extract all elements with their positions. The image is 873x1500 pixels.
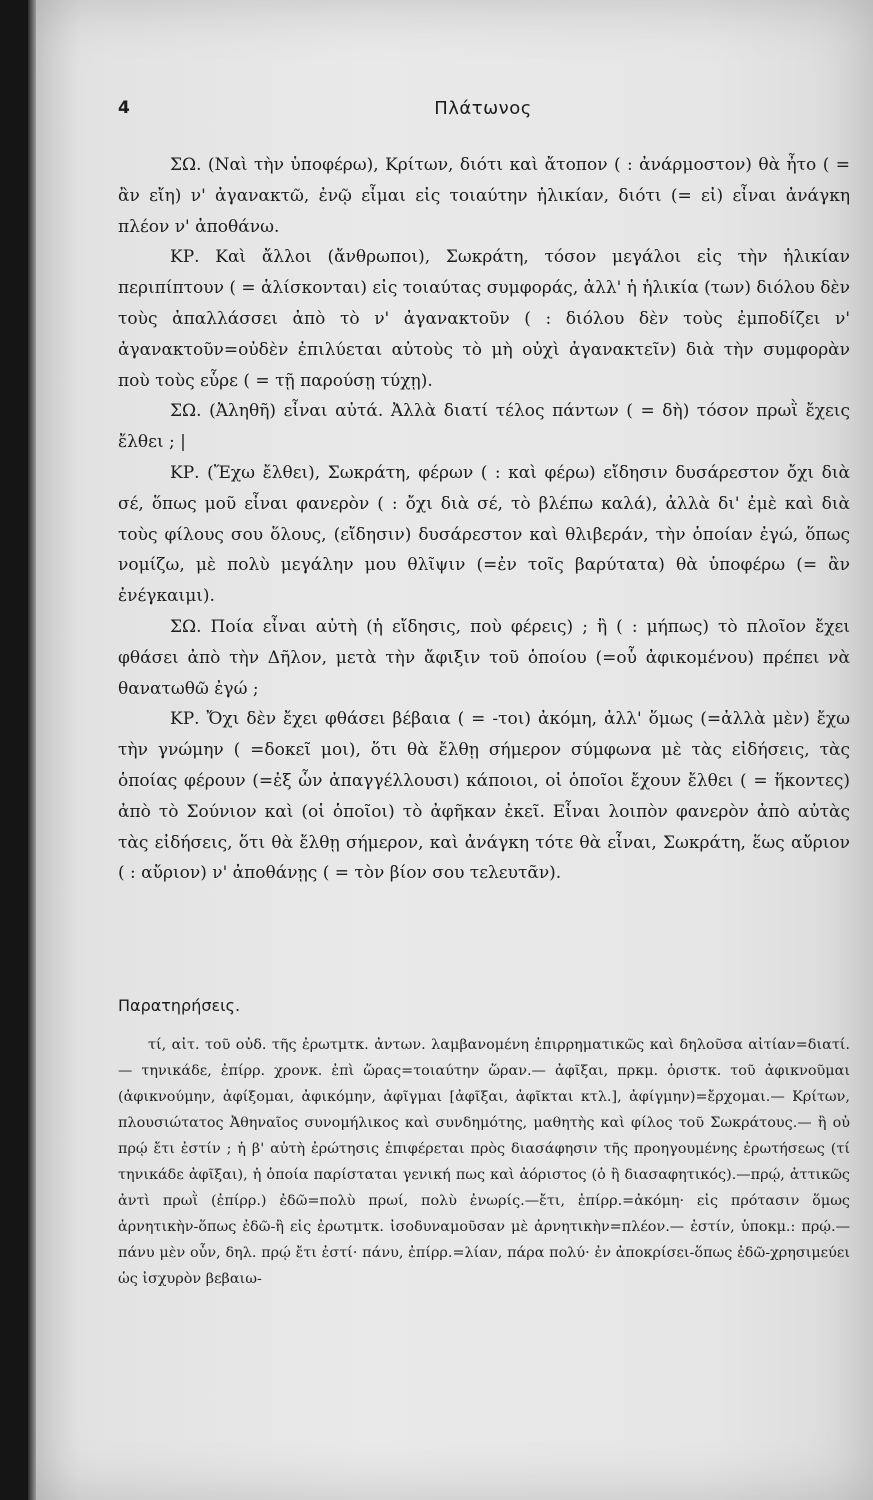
paragraph: ΣΩ. Ποία εἶναι αὐτὴ (ἡ εἴδησις, ποὺ φέρεις) ; ἢ ( : μήπως) τὸ πλοῖον ἔχει φθάσει ἀπὸ τὴν Δῆλον, μετὰ τὴν ἄφιξιν τοῦ ὁποίου (=οὗ ἀφικομένου) πρέπει νὰ θανατωθῶ ἐγώ ;	[118, 616, 850, 699]
paragraph: ΚΡ. (Ἔχω ἔλθει), Σωκράτη, φέρων ( : καὶ φέρω) εἴδησιν δυσάρεστον ὄχι διὰ σέ, ὅπως μοῦ εἶναι φανερὸν ( : ὄχι διὰ σέ, τὸ βλέπω καλά), ἀλλὰ δι' ἐμὲ καὶ διὰ τοὺς φίλους σου ὅλους, (εἴδησιν) δυσάρεστον καὶ θλιβεράν, τὴν ὁποίαν ἐγώ, ὅπως νομίζω, μὲ πολὺ μεγάλην μου θλῖψιν (=ἐν τοῖς βαρύτατα) θὰ ὑποφέρω (= ἂν ἐνέγκαιμι).	[118, 462, 850, 607]
paragraph: ΚΡ. Καὶ ἄλλοι (ἄνθρωποι), Σωκράτη, τόσον μεγάλοι εἰς τὴν ἡλικίαν περιπίπτουν ( = ἁλίσκονται) εἰς τοιαύτας συμφοράς, ἀλλ' ἡ ἡλικία (των) διόλου δὲν τοὺς ἀπαλλάσσει ἀπὸ τὸ ν' ἀγανακτοῦν ( : διόλου δὲν τοὺς ἐμποδίζει ν' ἀγανακτοῦν=οὐδὲν ἐπιλύεται αὐτοὺς τὸ μὴ οὐχὶ ἀγανακτεῖν) διὰ τὴν συμφορὰν ποὺ τοὺς εὗρε ( = τῇ παρούσῃ τύχῃ).	[118, 247, 850, 391]
page-number: 4	[118, 98, 130, 118]
paragraph: ΣΩ. (Ναὶ τὴν ὑποφέρω), Κρίτων, διότι καὶ ἄτοπον ( : ἀνάρμοστον) θὰ ἦτο ( = ἂν εἴη) ν' ἀγανακτῶ, ἐνῷ εἶμαι εἰς τοιαύτην ἡλικίαν, διότι (= εἰ) εἶναι ἀνάγκη πλέον ν' ἀποθάνω.	[118, 155, 850, 237]
page-left-edge	[28, 0, 36, 1500]
notes-text: τί, αἰτ. τοῦ οὐδ. τῆς ἐρωτμτκ. ἀντων. λαμβανομένη ἐπιρρηματικῶς καὶ δηλοῦσα αἰτίαν=διατί.— τηνικάδε, ἐπίρρ. χρονκ. ἐπὶ ὥρας=τοιαύτην ὥραν.— ἀφῖξαι, πρκμ. ὁριστκ. τοῦ ἀφικνοῦμαι (ἀφικνούμην, ἀφίξομαι, ἀφικόμην, ἀφῖγμαι [ἀφῖξαι, ἀφῖκται κτλ.], ἀφίγμην)=ἔρχομαι.— Κρίτων, πλουσιώτατος Ἀθηναῖος συνομήλικος καὶ συνδημότης, μαθητὴς καὶ φίλος τοῦ Σωκράτους.— ἢ οὐ πρῴ ἔτι ἐστίν ; ἡ β' αὐτὴ ἐρώτησις ἐπιφέρεται πρὸς διασάφησιν τῆς προηγουμένης ἐρωτήσεως (τί τηνικάδε ἀφῖξαι), ἡ ὁποία παρίσταται γενική πως καὶ ἀόριστος (ὁ ἢ διασαφητικός).—πρῴ, ἀττικῶς ἀντὶ πρωῒ (ἐπίρρ.) ἐδῶ=πολὺ πρωί, πολὺ ἐνωρίς.—ἔτι, ἐπίρρ.=ἀκόμη· εἰς πρότασιν ὅμως ἀρνητικὴν-ὅπως ἐδῶ-ἢ εἰς ἐρωτμτκ. ἰσοδυναμοῦσαν μὲ ἀρνητικὴν=πλέον.— ἐστίν, ὑποκμ.: πρῴ.— πάνυ μὲν οὖν, δηλ. πρῴ ἔτι ἐστί· πάνυ, ἐπίρρ.=λίαν, πάρα πολύ· ἐν ἀποκρίσει-ὅπως ἐδῶ-χρησιμεύει ὡς ἰσχυρὸν βεβαιω-	[118, 1037, 850, 1287]
page-header	[118, 98, 848, 128]
running-title: Πλάτωνος	[434, 98, 532, 119]
paragraph: ΚΡ. Ὄχι δὲν ἔχει φθάσει βέβαια ( = -τοι) ἀκόμη, ἀλλ' ὅμως (=ἀλλὰ μὲν) ἔχω τὴν γνώμην ( =δοκεῖ μοι), ὅτι θὰ ἔλθῃ σήμερον σύμφωνα μὲ τὰς εἰδήσεις, τὰς ὁποίας φέρουν (=ἐξ ὧν ἀπαγγέλλουσι) κάποιοι, οἱ ὁποῖοι ἔχουν ἔλθει ( = ἥκοντες) ἀπὸ τὸ Σούνιον καὶ (οἱ ὁποῖοι) τὸ ἀφῆκαν ἐκεῖ. Εἶναι λοιπὸν φανερὸν ἀπὸ αὐτὰς τὰς εἰδήσεις, ὅτι θὰ ἔλθῃ σήμερον, καὶ ἀνάγκη τότε θὰ εἶναι, Σωκράτη, ἕως αὔριον ( : αὔριον) ν' ἀποθάνῃς ( = τὸν βίον σου τελευτᾶν).	[118, 709, 850, 884]
main-text	[118, 150, 850, 889]
paragraph: ΣΩ. (Ἀληθῆ) εἶναι αὐτά. Ἀλλὰ διατί τέλος πάντων ( = δὴ) τόσον πρωῒ ἔχεις ἔλθει ; |	[118, 401, 850, 453]
notes-heading: Παρατηρήσεις.	[118, 996, 241, 1015]
